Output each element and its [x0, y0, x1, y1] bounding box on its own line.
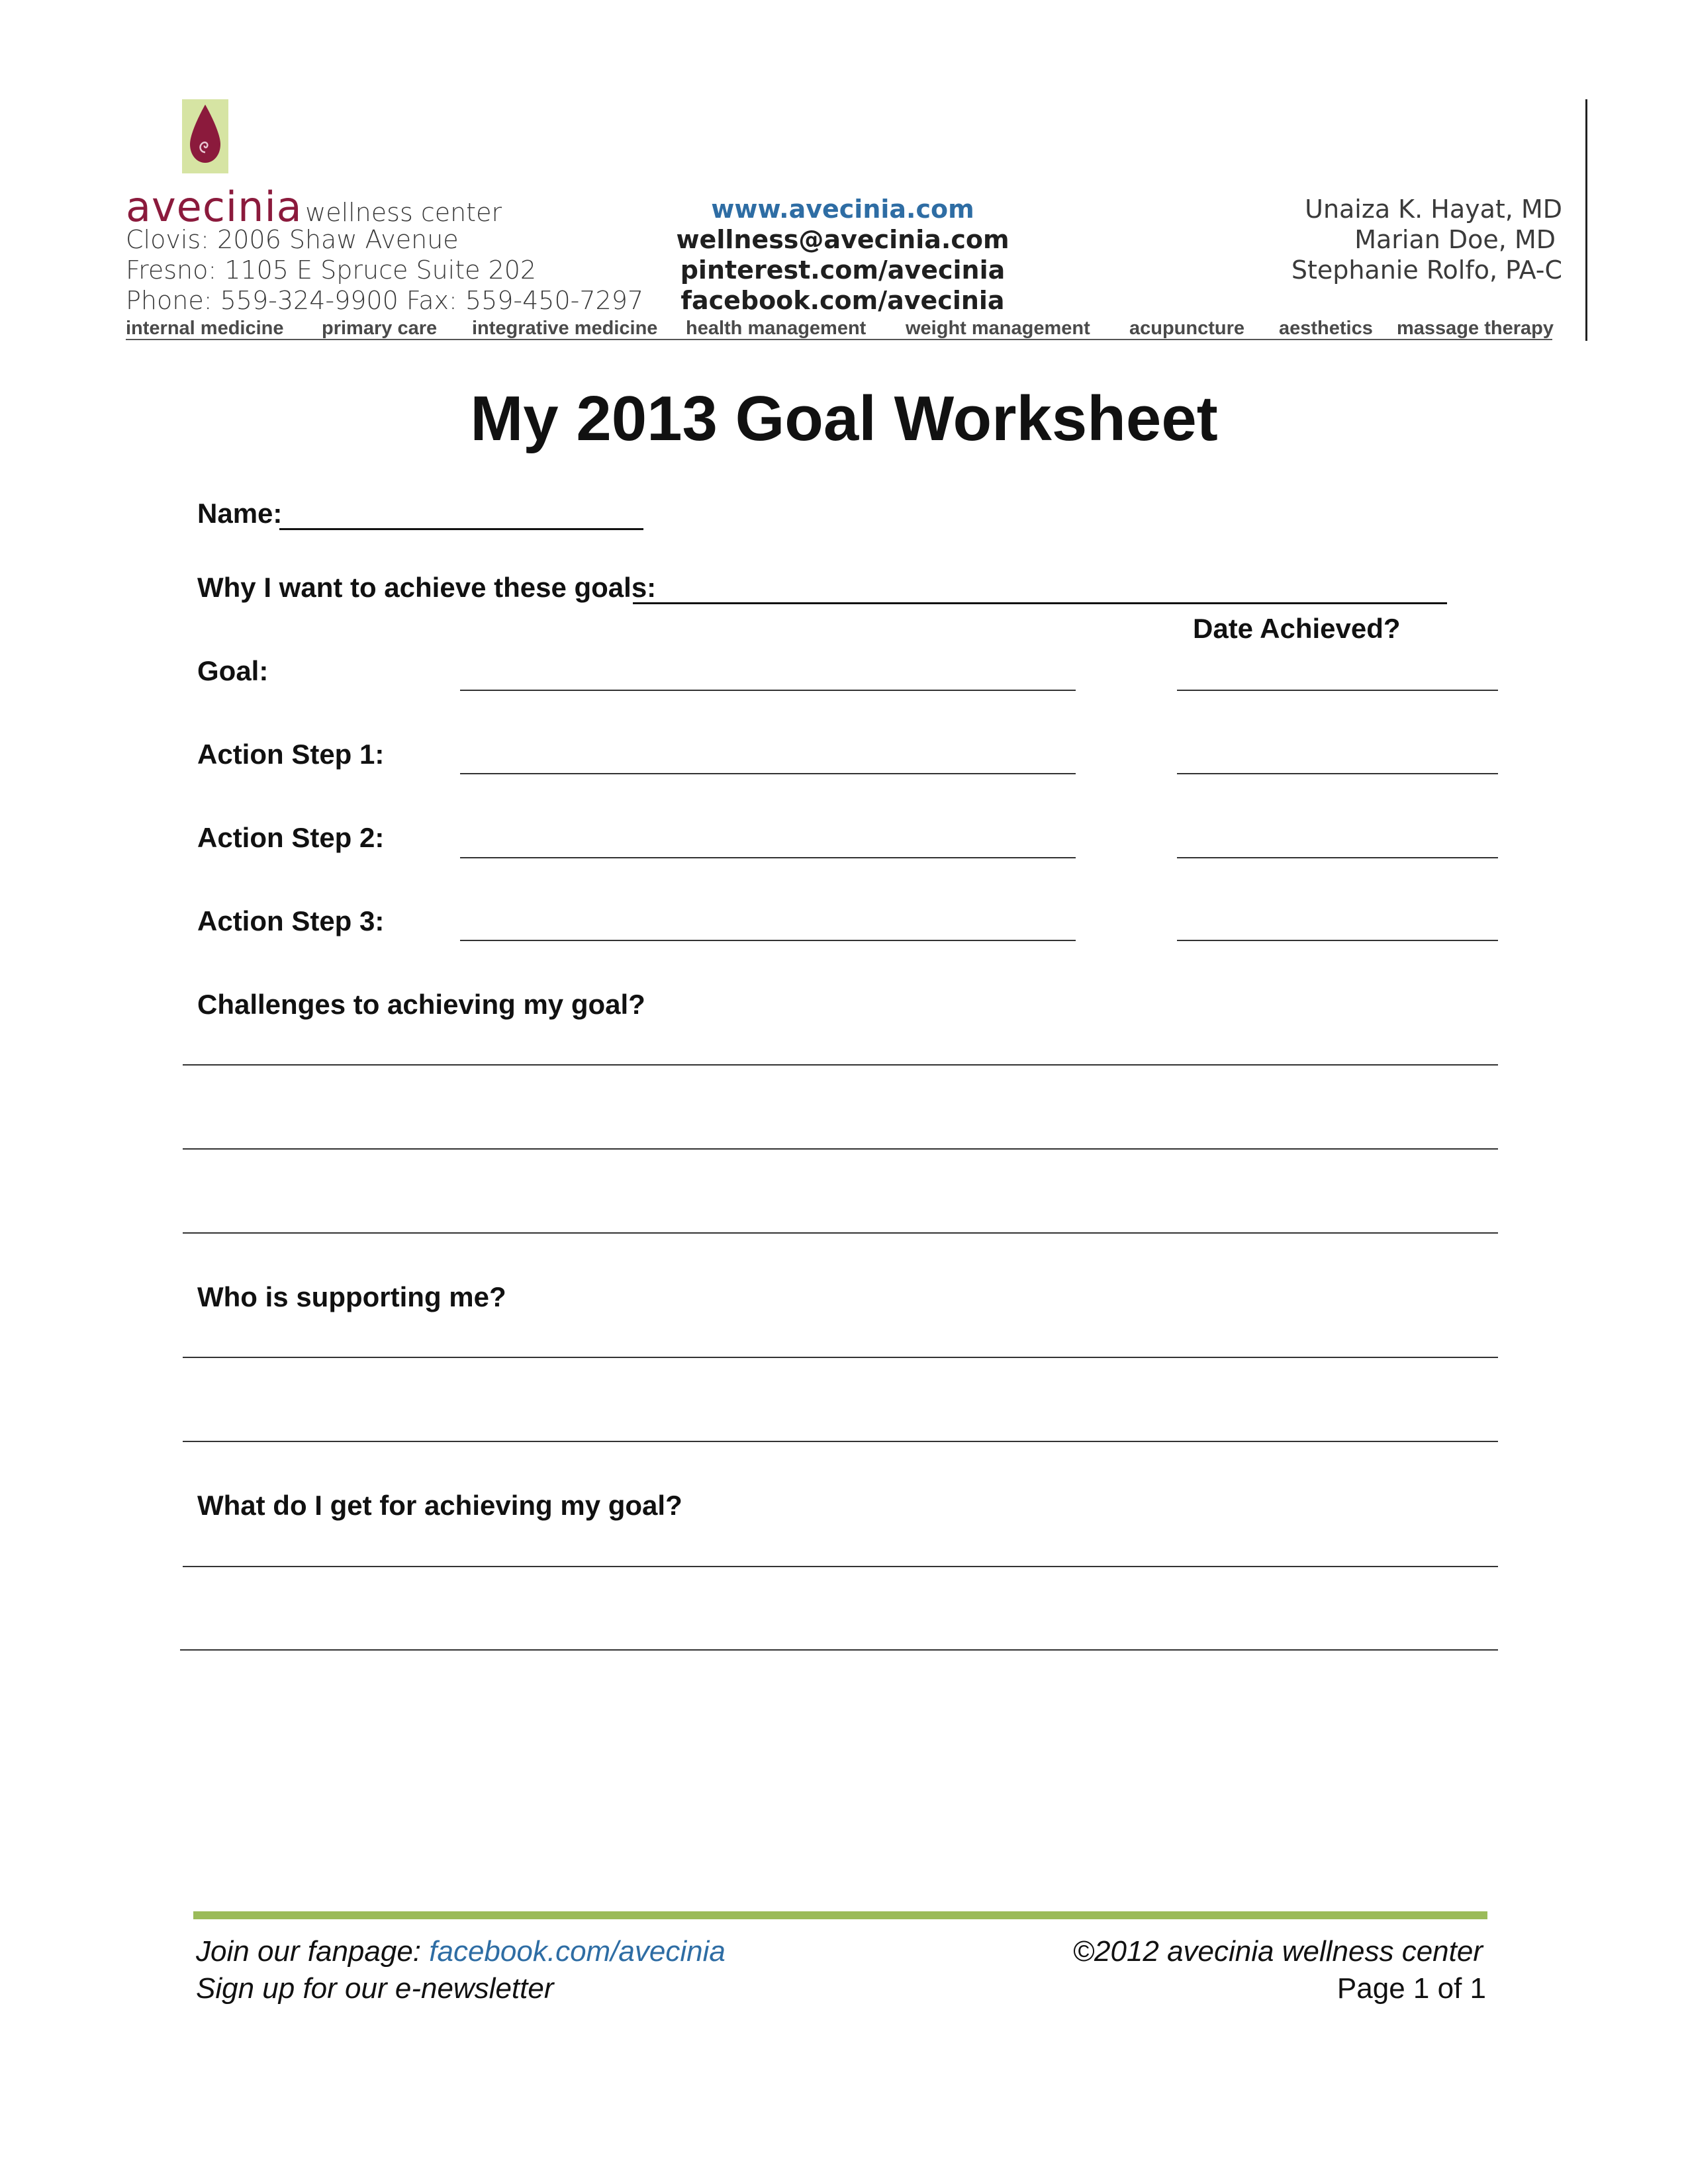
action-step-2-label: Action Step 2: [197, 822, 385, 853]
doctor-1: Unaiza K. Hayat, MD [1305, 195, 1562, 224]
challenges-label: Challenges to achieving my goal? [197, 989, 645, 1020]
doctor-3: Stephanie Rolfo, PA-C [1291, 255, 1562, 285]
service-integrative-medicine: integrative medicine [472, 318, 658, 339]
action-step-3-label: Action Step 3: [197, 905, 385, 936]
page-title: My 2013 Goal Worksheet [470, 383, 1218, 454]
service-primary-care: primary care [322, 318, 438, 339]
name-field[interactable] [279, 528, 643, 530]
fanpage-prefix: Join our fanpage: [196, 1935, 430, 1968]
drop-logo-icon [182, 99, 228, 173]
action-step-2-date-field[interactable] [1177, 857, 1498, 858]
email-link[interactable]: wellness@avecinia.com [676, 225, 1009, 254]
challenges-line-2[interactable] [183, 1148, 1498, 1150]
date-achieved-label: Date Achieved? [1193, 613, 1401, 644]
reward-line-1[interactable] [183, 1566, 1498, 1567]
support-line-2[interactable] [183, 1441, 1498, 1442]
brand-block [126, 183, 502, 231]
address-clovis: Clovis: 2006 Shaw Avenue [126, 225, 459, 254]
reward-label: What do I get for achieving my goal? [197, 1490, 682, 1521]
goal-date-field[interactable] [1177, 690, 1498, 691]
fanpage-link[interactable]: facebook.com/avecinia [429, 1935, 726, 1968]
fanpage-line [196, 1935, 726, 1968]
header-vertical-rule [1585, 99, 1587, 341]
service-aesthetics: aesthetics [1279, 318, 1373, 339]
service-massage-therapy: massage therapy [1397, 318, 1554, 339]
action-step-3-field[interactable] [460, 940, 1076, 941]
why-field[interactable] [633, 602, 1447, 604]
goal-label: Goal: [197, 655, 269, 686]
service-internal-medicine: internal medicine [126, 318, 284, 339]
phone-fax: Phone: 559-324-9900 Fax: 559-450-7297 [126, 286, 644, 315]
action-step-1-label: Action Step 1: [197, 739, 385, 770]
support-label: Who is supporting me? [197, 1281, 506, 1312]
goal-field[interactable] [460, 690, 1076, 691]
action-step-2-field[interactable] [460, 857, 1076, 858]
newsletter-text[interactable]: Sign up for our e-newsletter [196, 1972, 554, 2005]
website-link[interactable]: www.avecinia.com [711, 195, 974, 224]
facebook-link[interactable]: facebook.com/avecinia [680, 286, 1005, 315]
address-fresno: Fresno: 1105 E Spruce Suite 202 [126, 255, 537, 285]
pinterest-link[interactable]: pinterest.com/avecinia [680, 255, 1006, 285]
services-underline [126, 339, 1552, 340]
copyright: ©2012 avecinia wellness center [1072, 1935, 1483, 1968]
service-weight-management: weight management [906, 318, 1090, 339]
service-acupuncture: acupuncture [1129, 318, 1245, 339]
challenges-line-1[interactable] [183, 1064, 1498, 1066]
footer-rule [193, 1911, 1487, 1919]
service-health-management: health management [686, 318, 867, 339]
action-step-3-date-field[interactable] [1177, 940, 1498, 941]
page-number: Page 1 of 1 [1336, 1972, 1486, 2005]
action-step-1-date-field[interactable] [1177, 773, 1498, 774]
logo-badge [182, 99, 228, 173]
brand-subtitle: wellness center [305, 198, 502, 227]
challenges-line-3[interactable] [183, 1232, 1498, 1234]
name-label: Name: [197, 498, 283, 529]
reward-line-2[interactable] [180, 1649, 1498, 1651]
action-step-1-field[interactable] [460, 773, 1076, 774]
why-label: Why I want to achieve these goals: [197, 572, 657, 603]
support-line-1[interactable] [183, 1357, 1498, 1358]
doctor-2: Marian Doe, MD [1354, 225, 1556, 254]
brand-name: avecinia [126, 183, 303, 231]
